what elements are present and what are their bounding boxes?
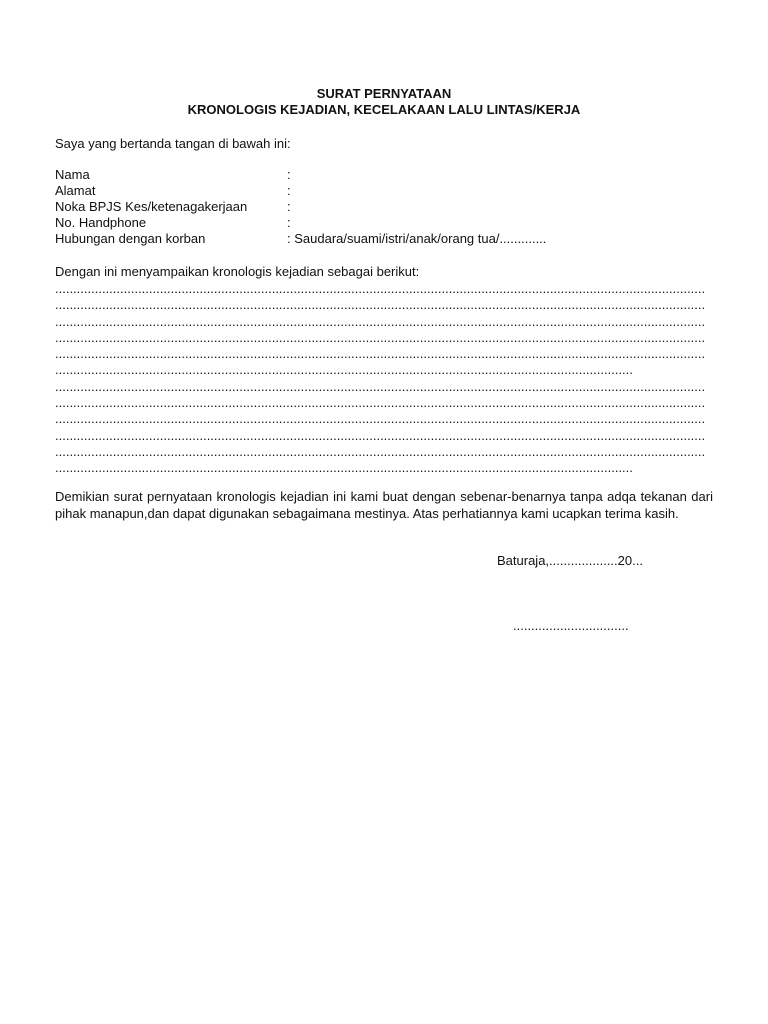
field-row-noka-bpjs	[55, 199, 715, 215]
document-subtitle: KRONOLOGIS KEJADIAN, KECELAKAAN LALU LINTAS/KERJA	[187, 102, 581, 117]
dotted-line: ....................................................................................................................................................................................	[55, 411, 706, 427]
signature-line: ................................	[513, 618, 629, 633]
field-label: Alamat	[55, 183, 96, 198]
dotted-line: ................................................................................................................................................................	[55, 362, 633, 378]
dotted-line: ....................................................................................................................................................................................	[55, 281, 706, 296]
dotted-line: ....................................................................................................................................................................................	[55, 443, 706, 459]
field-row-handphone	[55, 215, 715, 231]
dotted-line: ....................................................................................................................................................................................	[55, 313, 706, 329]
dotted-line: ....................................................................................................................................................................................	[55, 395, 706, 411]
identity-fields	[55, 167, 715, 247]
field-label: Nama	[55, 167, 90, 182]
place-date: Baturaja,...................20...	[497, 553, 643, 568]
dotted-line: ................................................................................................................................................................	[55, 460, 633, 476]
dotted-line: ....................................................................................................................................................................................	[55, 427, 706, 443]
chronology-lead-text: Dengan ini menyampaikan kronologis kejadian sebagai berikut:	[55, 264, 420, 279]
closing-paragraph: Demikian surat pernyataan kronologis kejadian ini kami buat dengan sebenar-benarnya tanpa adqa tekanan dari pihak manapun,dan dapat digunakan sebagaimana mestinya. Atas perhatiannya kami ucapkan terima kasih.	[55, 489, 713, 521]
field-row-hubungan	[55, 231, 715, 247]
field-value: :	[287, 199, 291, 214]
dotted-line: ....................................................................................................................................................................................	[55, 378, 706, 394]
dotted-line: ....................................................................................................................................................................................	[55, 297, 706, 313]
dotted-line: ....................................................................................................................................................................................	[55, 346, 706, 362]
intro-text: Saya yang bertanda tangan di bawah ini:	[55, 136, 291, 151]
field-value: :	[287, 183, 291, 198]
field-row-alamat	[55, 183, 715, 199]
field-row-nama	[55, 167, 715, 183]
field-value: : Saudara/suami/istri/anak/orang tua/.............	[287, 231, 547, 246]
field-value: :	[287, 215, 291, 230]
dotted-line: ....................................................................................................................................................................................	[55, 329, 706, 345]
field-label: Noka BPJS Kes/ketenagakerjaan	[55, 199, 248, 214]
chronology-dotted-lines	[55, 281, 711, 477]
document-title: SURAT PERNYATAAN	[316, 86, 452, 101]
field-value: :	[287, 167, 291, 182]
field-label: Hubungan dengan korban	[55, 231, 206, 246]
field-label: No. Handphone	[55, 215, 147, 230]
